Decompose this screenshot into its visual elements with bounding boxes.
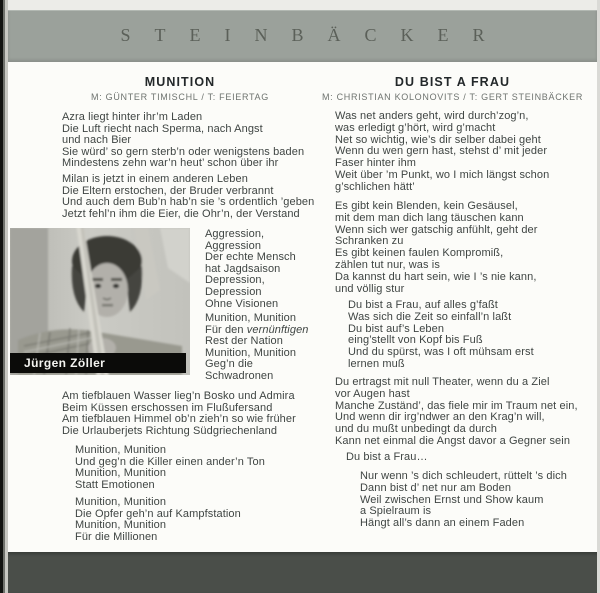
lyric-line: Die Urlauberjets Richtung Südgriechenland bbox=[62, 424, 278, 437]
lyric-line: Weit über ’m Punkt, wo I mich längst schon bbox=[335, 168, 550, 181]
lyric-line: Hängt all’s dann an einem Faden bbox=[360, 517, 525, 530]
lyric-line: Schwadronen bbox=[205, 369, 274, 382]
lyric-line: Jetzt fehl’n ihm die Eier, die Ohr’n, der Verstand bbox=[62, 207, 300, 220]
lyric-line: a Spielraum is bbox=[360, 505, 432, 518]
lyric-line: Und geg’n die Killer einen ander’n Ton bbox=[75, 455, 265, 468]
lyric-line: Nur wenn ’s dich schleudert, rüttelt ’s dich bbox=[360, 470, 567, 482]
lyric-line: Geg’n die bbox=[205, 358, 253, 371]
lyric-line: eing’stellt von Kopf bis Fuß bbox=[348, 334, 483, 347]
lyric-line: lernen muß bbox=[348, 357, 405, 370]
lyric-line: mit dem man dich lang täuschen kann bbox=[335, 211, 524, 224]
lyric-text: Für den bbox=[205, 323, 247, 336]
stanza-chorus-3 bbox=[75, 445, 265, 491]
lyric-line: Die Opfer geh’n auf Kampfstation bbox=[75, 507, 241, 520]
stanza-verse-2 bbox=[335, 201, 538, 295]
lyric-line: Und du spürst, was I oft mühsam erst bbox=[348, 346, 534, 359]
lyric-line: Manche Zuständ’, das fiele mir im Traum net ein, bbox=[335, 399, 578, 412]
refrain-tag-line: Du bist a Frau… bbox=[346, 451, 428, 463]
lyric-line: Statt Emotionen bbox=[75, 478, 155, 491]
lyric-line: und nach Bier bbox=[62, 134, 132, 147]
stanza-verse-3 bbox=[62, 391, 296, 437]
song-credits-munition: M: GÜNTER TIMISCHL / T: FEIERTAG bbox=[91, 92, 269, 102]
stanza-chorus bbox=[348, 300, 534, 371]
lyric-line: Kann net einmal die Angst davor a Gegner sein bbox=[335, 434, 571, 447]
lyric-line: Sie würd’ so gern sterb’n oder wenigstens baden bbox=[62, 145, 305, 158]
lyric-line: Faser hinter ihm bbox=[335, 157, 417, 170]
page-edge-top bbox=[0, 0, 600, 10]
song-title-du-bist-a-frau: DU BIST A FRAU bbox=[394, 75, 511, 89]
artist-name: STEINBÄCKER bbox=[120, 25, 509, 45]
stanza-verse-3 bbox=[335, 377, 578, 448]
lyric-line: Milan is jetzt in einem anderen Leben bbox=[62, 173, 248, 185]
lyric-line: Die Eltern erstochen, der Bruder verbrannt bbox=[62, 184, 274, 197]
artist-header-band bbox=[8, 10, 597, 62]
lyric-line: Depression, bbox=[205, 274, 265, 287]
lyric-line: Munition, Munition bbox=[75, 467, 167, 480]
song-credits-du-bist-a-frau: M: CHRISTIAN KOLONOVITS / T: GERT STEINBÄCKER bbox=[321, 92, 584, 102]
lyric-line: Für die Millionen bbox=[75, 530, 158, 543]
emphasized-word: vernünftigen bbox=[246, 323, 309, 336]
stanza-chorus-2 bbox=[205, 313, 309, 383]
stanza-chorus-4 bbox=[75, 497, 241, 543]
photo-juergen-zoeller bbox=[10, 228, 190, 375]
lyric-line: Du bist a Frau, auf alles g’faßt bbox=[348, 299, 498, 311]
lyric-line: Munition, Munition bbox=[205, 312, 297, 324]
stanza-outro bbox=[360, 471, 567, 530]
stanza-verse-1 bbox=[62, 112, 304, 170]
lyric-line: Es gibt kein Blenden, kein Gesäusel, bbox=[335, 200, 518, 212]
lyric-line: Da kannst du hart sein, wie I ’s nie kann, bbox=[335, 270, 537, 283]
stanza-verse-1 bbox=[335, 111, 549, 194]
lyric-line: Was sich die Zeit so einfall’n laßt bbox=[348, 310, 512, 323]
lyric-line: Wenn sich wer gatschig anfühlt, geht der bbox=[335, 223, 538, 236]
lyric-line: Depression bbox=[205, 285, 262, 298]
lyric-line: Weil zwischen Ernst und Show kaum bbox=[360, 493, 544, 506]
lyric-line: Du ertragst mit null Theater, wenn du a Ziel bbox=[335, 376, 550, 388]
lyric-line: Schranken zu bbox=[335, 235, 404, 248]
lyric-line: vor Augen hast bbox=[335, 387, 410, 400]
lyric-line: und du mußt unbedingt da durch bbox=[335, 423, 498, 436]
lyric-line: Munition, Munition bbox=[205, 346, 297, 359]
lyric-line: Dann bist d’ net nur am Boden bbox=[360, 481, 512, 494]
lyric-line: Net so wichtig, wie’s dir selber dabei geht bbox=[335, 133, 541, 146]
photo-caption: Jürgen Zöller bbox=[10, 353, 186, 373]
lyric-line: g’schlichen hätt’ bbox=[335, 180, 415, 193]
lyric-line: Die Luft riecht nach Sperma, nach Angst bbox=[62, 122, 263, 135]
lyric-line: Munition, Munition bbox=[75, 444, 167, 456]
lyric-line: Rest der Nation bbox=[205, 335, 283, 348]
stanza-chorus-1 bbox=[205, 229, 296, 310]
stanza-verse-2 bbox=[62, 174, 314, 220]
lyric-line: Wenn du wen gern hast, stehst d’ mit jeder bbox=[335, 145, 548, 158]
lyric-line: Aggression, bbox=[205, 228, 265, 240]
lyric-line: Am tiefblauen Wasser lieg’n Bosko und Admira bbox=[62, 390, 295, 402]
lyric-line: Am tiefblauen Himmel ob’n zieh’n so wie früher bbox=[62, 413, 296, 426]
lyric-line: und völlig stur bbox=[335, 282, 405, 295]
lyric-line: Und wenn dir irg’ndwer an den Krag’n will, bbox=[335, 411, 545, 424]
lyric-line: Der echte Mensch bbox=[205, 251, 296, 264]
lyric-line: zählen tut nur, was is bbox=[335, 258, 440, 271]
lyric-line: Beim Küssen erschossen im Flußufersand bbox=[62, 401, 273, 414]
lyric-line: Azra liegt hinter ihr’m Laden bbox=[62, 111, 203, 123]
lyric-line: Aggression bbox=[205, 239, 262, 252]
stanza-chorus-2-rest bbox=[205, 336, 309, 382]
lyric-line: Was net anders geht, wird durch’zog’n, bbox=[335, 110, 529, 122]
footer-band bbox=[0, 552, 600, 593]
lyric-line: hat Jagdsaison bbox=[205, 262, 281, 275]
lyric-line: Munition, Munition bbox=[75, 496, 167, 508]
lyric-line: Es gibt keinen faulen Kompromiß, bbox=[335, 247, 504, 260]
lyric-line: Und auch dem Bub’n hab’n sie ’s ordentlich ’geben bbox=[62, 196, 315, 209]
lyric-line: Mindestens zehn war’n heut’ schon über ihr bbox=[62, 157, 279, 170]
lyric-line: Munition, Munition bbox=[75, 519, 167, 532]
lyric-line: was erledigt g’hört, wird g’macht bbox=[335, 121, 496, 134]
song-title-munition: MUNITION bbox=[144, 75, 216, 89]
page-edge-left bbox=[0, 0, 8, 593]
lyric-line: Ohne Visionen bbox=[205, 297, 279, 310]
lyric-line: Du bist auf’s Leben bbox=[348, 322, 445, 335]
